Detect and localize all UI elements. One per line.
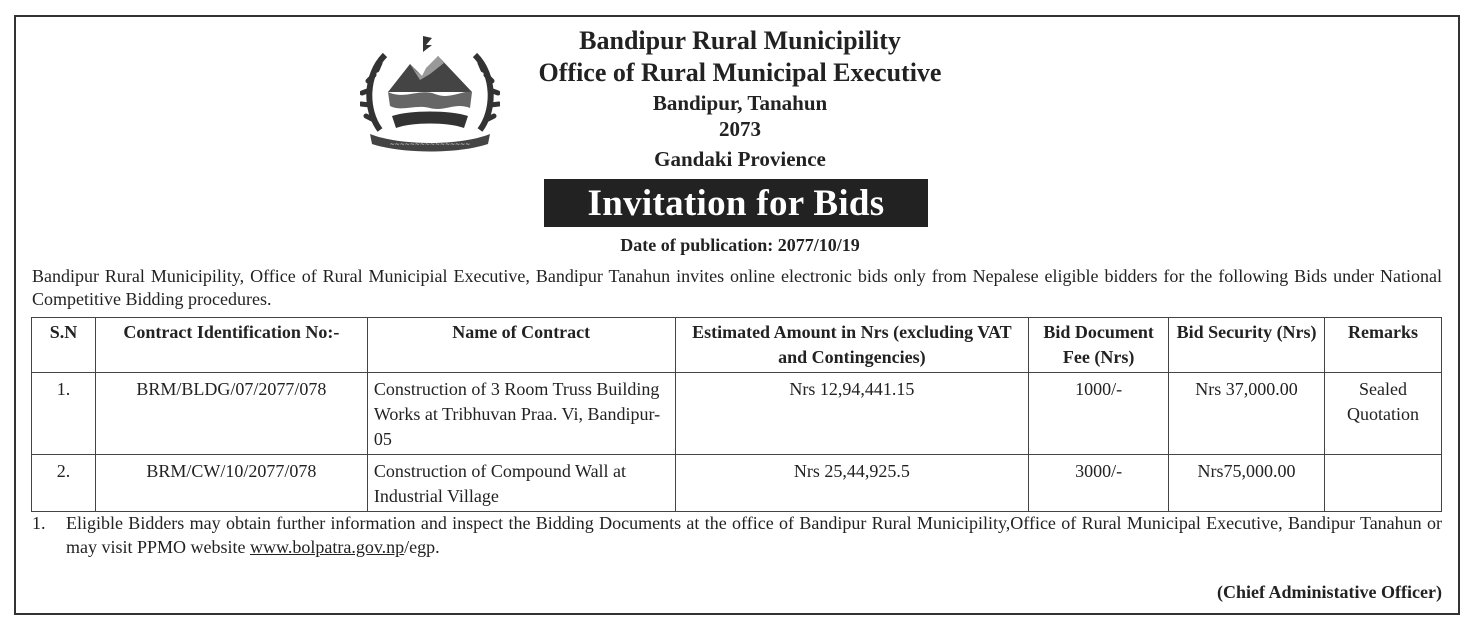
municipality-name: Bandipur Rural Municipility — [579, 26, 901, 55]
row-contract-id: BRM/CW/10/2077/078 — [95, 455, 367, 512]
publication-date: Date of publication: 2077/10/19 — [620, 235, 860, 255]
note-suffix: /egp. — [404, 537, 440, 557]
header-contract-id: Contract Identification No:- — [95, 318, 367, 373]
list-item — [32, 511, 1442, 559]
row-estimated-amount: Nrs 25,44,925.5 — [675, 455, 1029, 512]
row-bid-document-fee: 3000/- — [1029, 455, 1169, 512]
notes-section — [32, 511, 1442, 559]
office-header — [440, 25, 1040, 170]
signatory-title: (Chief Administative Officer) — [1217, 582, 1442, 602]
row-bid-security: Nrs 37,000.00 — [1169, 373, 1325, 455]
row-remarks: Sealed Quotation — [1325, 373, 1442, 455]
header-bid-document-fee: Bid Document Fee (Nrs) — [1029, 318, 1169, 373]
row-contract-name: Construction of 3 Room Truss Building Works at Tribhuvan Praa. Vi, Bandipur-05 — [367, 373, 675, 455]
row-contract-id: BRM/BLDG/07/2077/078 — [95, 373, 367, 455]
table-row — [32, 455, 1442, 512]
header-remarks: Remarks — [1325, 318, 1442, 373]
note-body: Eligible Bidders may obtain further information and inspect the Bidding Documents at the office of Bandipur Rural Municipility,Office of Rural Municipal Executive, Bandipur Tanahun or may visit PPMO website — [66, 513, 1442, 557]
ppmo-website-link[interactable]: www.bolpatra.gov.np — [250, 537, 405, 557]
row-contract-name: Construction of Compound Wall at Industrial Village — [367, 455, 675, 512]
header-sn: S.N — [32, 318, 96, 373]
header-contract-name: Name of Contract — [367, 318, 675, 373]
province-name: Gandaki Provience — [654, 147, 826, 171]
notice-title: Invitation for Bids — [544, 179, 928, 227]
row-bid-document-fee: 1000/- — [1029, 373, 1169, 455]
row-sn: 1. — [32, 373, 96, 455]
note-number: 1. — [32, 513, 46, 533]
row-sn: 2. — [32, 455, 96, 512]
office-address: Bandipur, Tanahun — [652, 91, 828, 115]
header-estimated-amount: Estimated Amount in Nrs (excluding VAT and Contingencies) — [675, 318, 1029, 373]
bids-table — [31, 317, 1442, 512]
header-bid-security: Bid Security (Nrs) — [1169, 318, 1325, 373]
row-bid-security: Nrs75,000.00 — [1169, 455, 1325, 512]
office-name: Office of Rural Municipal Executive — [538, 58, 942, 87]
table-header-row — [32, 318, 1442, 373]
intro-paragraph: Bandipur Rural Municipility, Office of Rural Municipial Executive, Bandipur Tanahun invites online electronic bids only from Nepalese eligible bidders for the following Bids under National Competitive Bidding procedures. — [32, 266, 1442, 309]
svg-text:~~~~~~~~~~~~~~~~: ~~~~~~~~~~~~~~~~ — [389, 141, 471, 148]
table-row — [32, 373, 1442, 455]
established-year: 2073 — [719, 117, 761, 141]
row-remarks — [1325, 455, 1442, 512]
row-estimated-amount: Nrs 12,94,441.15 — [675, 373, 1029, 455]
note-text — [66, 511, 1442, 559]
